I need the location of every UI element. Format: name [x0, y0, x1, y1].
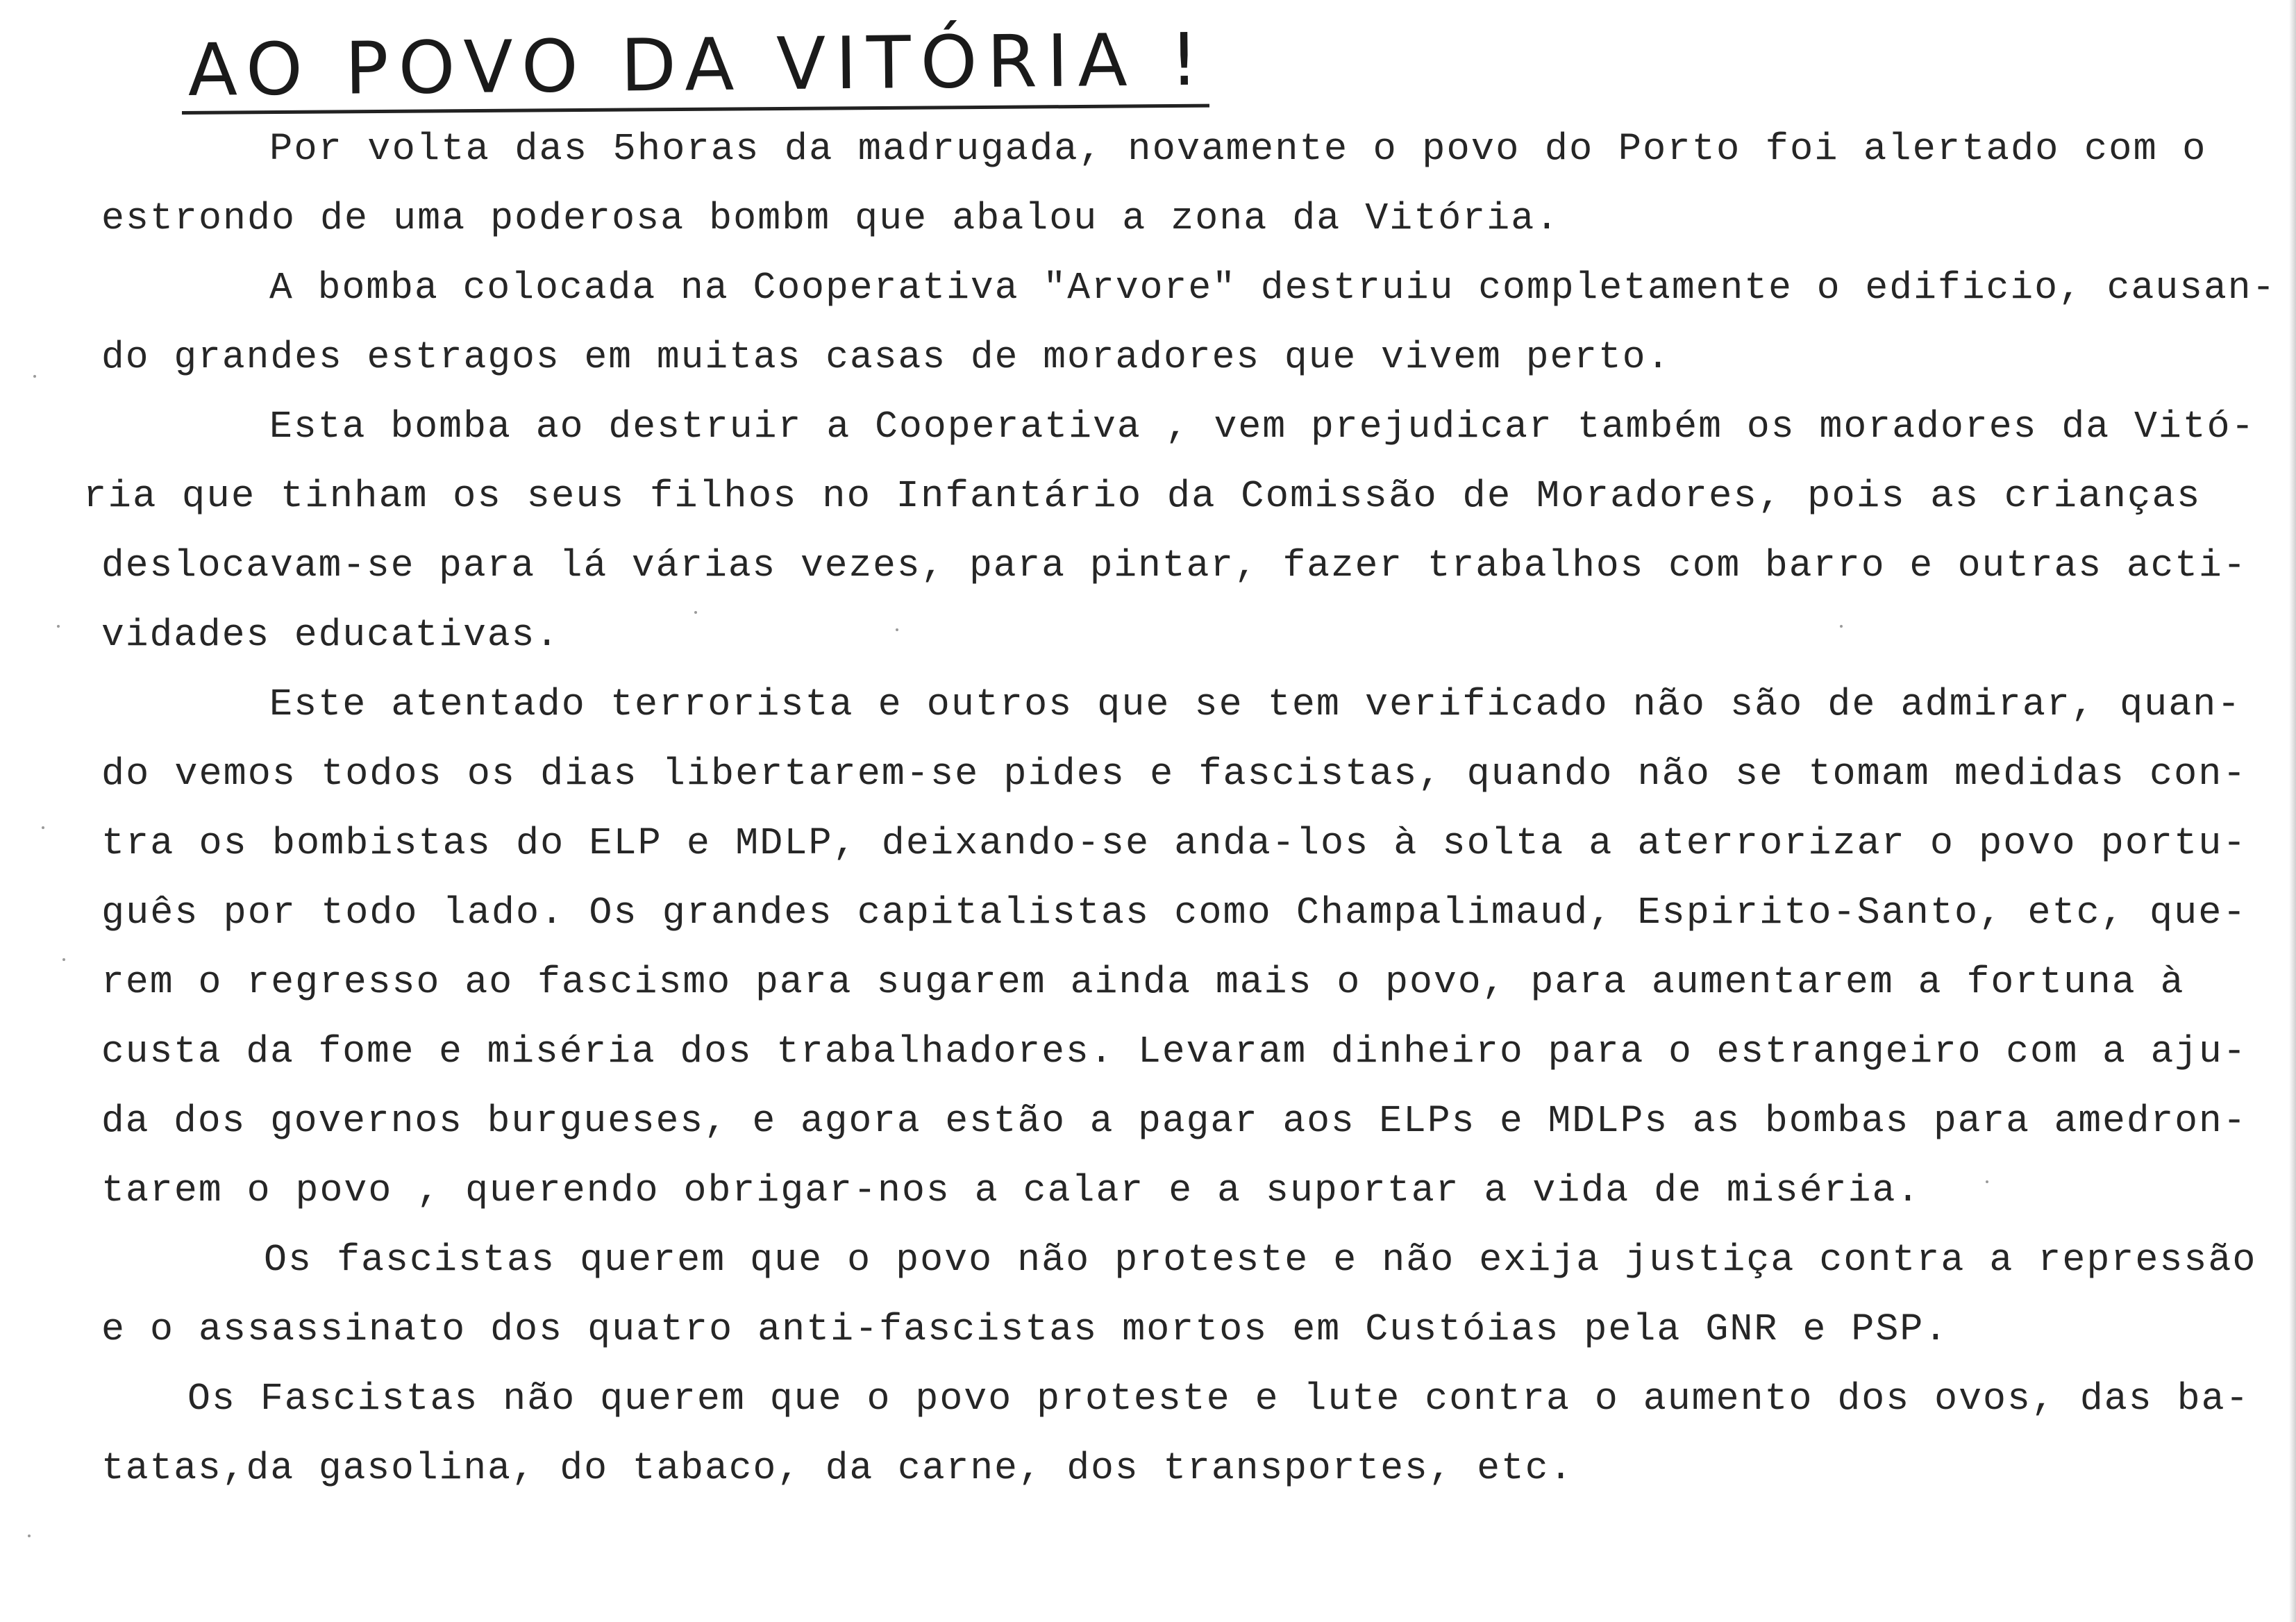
text-line: tatas,da gasolina, do tabaco, da carne, dos transportes, etc.	[101, 1446, 1574, 1490]
document-title: AO POVO DA VITÓRIA !	[187, 17, 1209, 112]
text-line: tra os bombistas do ELP e MDLP, deixando-se anda-los à solta a aterrorizar o povo portu-	[101, 821, 2247, 865]
text-line: Esta bomba ao destruir a Cooperativa , vem prejudicar também os moradores da Vitó-	[269, 405, 2256, 449]
text-line: do vemos todos os dias libertarem-se pides e fascistas, quando não se tomam medidas con-	[101, 752, 2247, 796]
text-line: A bomba colocada na Cooperativa "Arvore" destruiu completamente o edificio, causan-	[269, 266, 2277, 310]
scan-speck	[1986, 1180, 1988, 1183]
text-line: rem o regresso ao fascismo para sugarem ainda mais o povo, para aumentarem a fortuna à	[101, 960, 2185, 1004]
text-line: e o assassinato dos quatro anti-fascistas mortos em Custóias pela GNR e PSP.	[101, 1307, 1949, 1351]
text-line: guês por todo lado. Os grandes capitalistas como Champalimaud, Espirito-Santo, etc, que-	[101, 891, 2247, 935]
text-line: Os fascistas querem que o povo não proteste e não exija justiça contra a repressão	[264, 1238, 2257, 1282]
text-line: da dos governos burgueses, e agora estão a pagar aos ELPs e MDLPs as bombas para amedron-	[101, 1099, 2247, 1143]
text-line: tarem o povo , querendo obrigar-nos a calar e a suportar a vida de miséria.	[101, 1169, 1921, 1212]
text-line: Por volta das 5horas da madrugada, novamente o povo do Porto foi alertado com o	[269, 127, 2207, 171]
scan-speck	[1840, 625, 1843, 628]
text-line: deslocavam-se para lá várias vezes, para pintar, fazer trabalhos com barro e outras acti-	[101, 544, 2247, 587]
scan-edge	[2289, 0, 2296, 1622]
scan-speck	[62, 958, 65, 961]
text-line: vidades educativas.	[101, 613, 560, 657]
text-line: Este atentado terrorista e outros que se tem verificado não são de admirar, quan-	[269, 683, 2242, 726]
scan-speck	[694, 611, 697, 614]
text-line: do grandes estragos em muitas casas de moradores que vivem perto.	[101, 335, 1671, 379]
scan-speck	[42, 826, 44, 829]
scan-speck	[33, 375, 36, 378]
scan-speck	[896, 628, 898, 631]
text-line: Os Fascistas não querem que o povo proteste e lute contra o aumento dos ovos, das ba-	[187, 1377, 2250, 1421]
text-line: ria que tinham os seus filhos no Infantário da Comissão de Moradores, pois as crianças	[83, 474, 2202, 518]
text-line: estrondo de uma poderosa bombm que abalou a zona da Vitória.	[101, 197, 1560, 240]
scan-speck	[28, 1535, 31, 1537]
scan-speck	[57, 625, 60, 628]
text-line: custa da fome e miséria dos trabalhadores. Levaram dinheiro para o estrangeiro com a aju-	[101, 1030, 2247, 1073]
